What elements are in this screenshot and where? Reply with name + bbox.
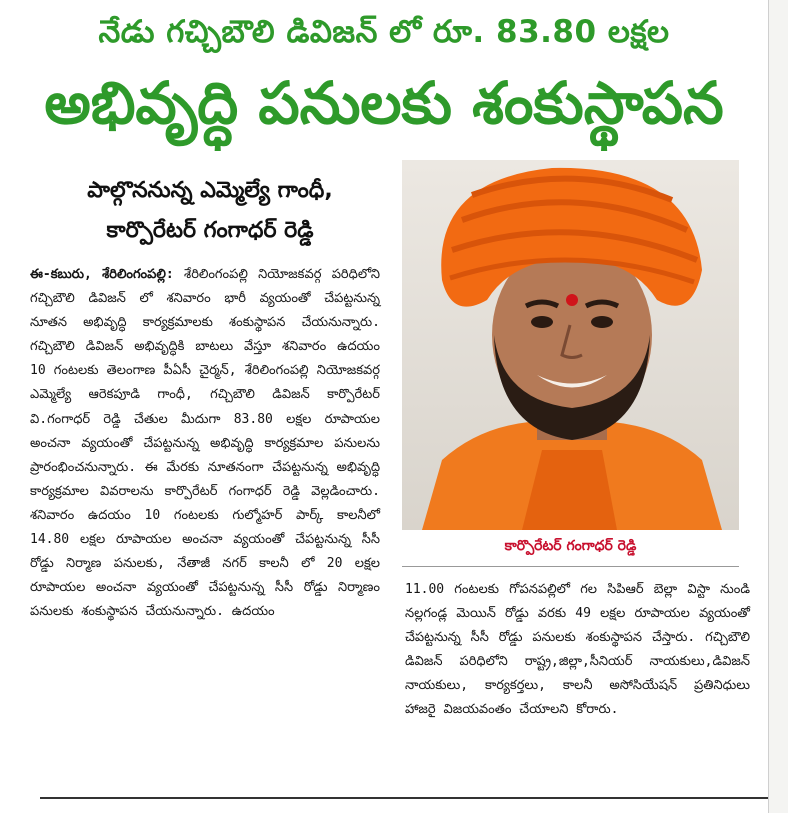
- article-body-left: [30, 263, 380, 624]
- headline-line-1: నేడు గచ్చిబౌలి డివిజన్ లో రూ. 83.80 లక్షల: [98, 14, 670, 50]
- dateline: ఈ-కబురు, శేరిలింగంపల్లి:: [30, 267, 174, 282]
- subheadline-line-1: పాల్గొననున్న ఎమ్మెల్యే గాంధీ,: [87, 178, 333, 203]
- article-text-right: 11.00 గంటలకు గోపనపల్లిలో గల సిపిఆర్ బెల్లా విస్టా నుండి నల్లగండ్ల మెయిన్ రోడ్డు వరకు 49 లక్షల రూపాయల వ్యయంతో చేపట్టనున్న సీసీ రోడ్డు పనులకు శంకుస్థాపన చేస్తారు. గచ్చిబౌలి డివిజన్ పరిధిలోని రాష్ట్ర,జిల్లా,సీనియర్ నాయకులు,డివిజన్ నాయకులు, కార్యకర్తలు, కాలనీ అసోసియేషన్ ప్రతినిధులు హాజరై విజయవంతం చేయాలని కోరారు.: [405, 582, 750, 718]
- bottom-divider: [40, 797, 768, 799]
- article-text-left: శేరిలింగంపల్లి నియోజకవర్గ పరిధిలోని గచ్చిబౌలి డివిజన్ లో శనివారం భారీ వ్యయంతో చేపట్టనున్న నూతన అభివృద్ధి కార్యక్రమాలకు శంకుస్థాపన చేయనున్నారు. గచ్చిబౌలి డివిజన్ అభివృద్ధికి బాటలు వేస్తూ శనివారం ఉదయం 10 గంటలకు తెలంగాణ పీఏసీ చైర్మన్, శేరిలింగంపల్లి నియోజకవర్గ ఎమ్మెల్యే ఆరెకపూడి గాంధీ, గచ్చిబౌలి డివిజన్ కార్పొరేటర్ వి.గంగాధర్ రెడ్డి చేతుల మీదుగా 83.80 లక్షల రూపాయల అంచనా వ్యయంతో చేపట్టనున్న అభివృద్ధి కార్యక్రమాల పనులను ప్రారంభించనున్నారు. ఈ మేరకు నూతనంగా చేపట్టనున్న అభివృద్ధి కార్యక్రమాల వివరాలను కార్పొరేటర్ గంగాధర్ రెడ్డి వెల్లడించారు. శనివారం ఉదయం 10 గంటలకు గుల్మోహర్ పార్క్ కాలనీలో 14.80 లక్షల రూపాయల అంచనా వ్యయంతో చేపట్టనున్న సీసీ రోడ్డు నిర్మాణ పనులకు, నేతాజీ నగర్ కాలనీ లో 20 లక్షల రూపాయల అంచనా వ్యయంతో చేపట్టనున్న సీసీ రోడ్డు నిర్మాణం పనులకు శంకుస్థాపన చేయనున్నారు. ఉదయం: [30, 267, 380, 620]
- subheadline-line-2: కార్పొరేటర్ గంగాధర్ రెడ్డి: [106, 218, 314, 243]
- article-body-right: [405, 578, 750, 723]
- caption-divider: [402, 566, 739, 567]
- photo-caption: కార్పొరేటర్ గంగాధర్ రెడ్డి: [504, 538, 637, 554]
- adjacent-page-strip: [768, 0, 788, 813]
- corporator-photo: [402, 160, 739, 530]
- portrait-illustration: [402, 160, 739, 530]
- headline-line-2: అభివృద్ధి పనులకు శంకుస్థాపన: [44, 69, 724, 137]
